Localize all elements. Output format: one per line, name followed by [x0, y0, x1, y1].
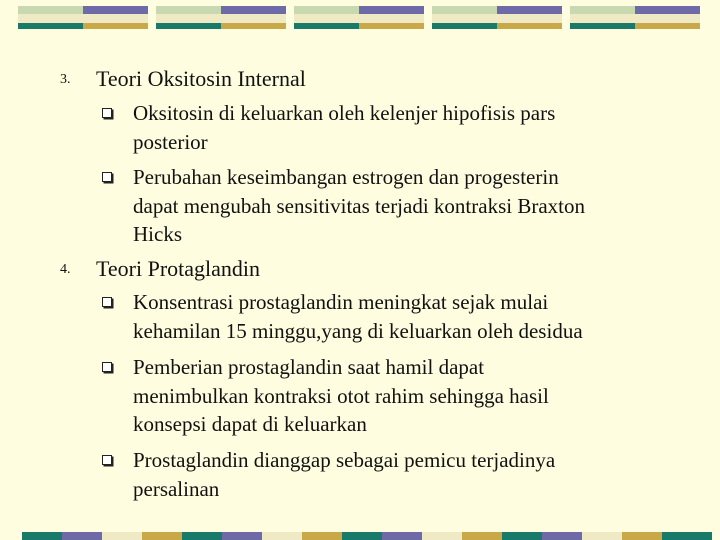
bullet-text-line: Konsentrasi prostaglandin meningkat sejak mulai: [133, 290, 549, 314]
bullet-text-line: Hicks: [133, 222, 182, 246]
list-item-title: Teori Oksitosin Internal: [96, 66, 306, 91]
bullet-text-line: dapat mengubah sensitivitas terjadi kontraksi Braxton: [133, 194, 585, 218]
bullet-text-line: persalinan: [133, 477, 220, 501]
bullet-text-line: kehamilan 15 minggu,yang di keluarkan oleh desidua: [133, 319, 583, 343]
banner-tile: [294, 6, 424, 34]
bullet-text-line: posterior: [133, 130, 208, 154]
list-item-title: Teori Protaglandin: [96, 256, 261, 281]
bullet-text-line: menimbulkan kontraksi otot rahim sehingga hasil: [133, 384, 549, 408]
top-decorative-banner: [18, 6, 704, 34]
checkbox-bullet-icon: [102, 455, 112, 465]
bullet-text-line: Perubahan keseimbangan estrogen dan progesterin: [133, 165, 559, 189]
banner-tile: [18, 6, 148, 34]
bullet-text-line: Oksitosin di keluarkan oleh kelenjer hipofisis pars: [133, 101, 556, 125]
bottom-decorative-stripe: [22, 532, 712, 540]
banner-tile: [156, 6, 286, 34]
list-number: 3.: [60, 72, 71, 87]
list-number: 4.: [60, 262, 71, 277]
checkbox-bullet-icon: [102, 108, 112, 118]
checkbox-bullet-icon: [102, 362, 112, 372]
banner-tile: [570, 6, 700, 34]
bullet-text-line: Pemberian prostaglandin saat hamil dapat: [133, 355, 485, 379]
checkbox-bullet-icon: [102, 297, 112, 307]
banner-tile: [432, 6, 562, 34]
checkbox-bullet-icon: [102, 172, 112, 182]
bullet-text-line: konsepsi dapat di keluarkan: [133, 412, 367, 436]
bullet-text-line: Prostaglandin dianggap sebagai pemicu terjadinya: [133, 448, 556, 472]
